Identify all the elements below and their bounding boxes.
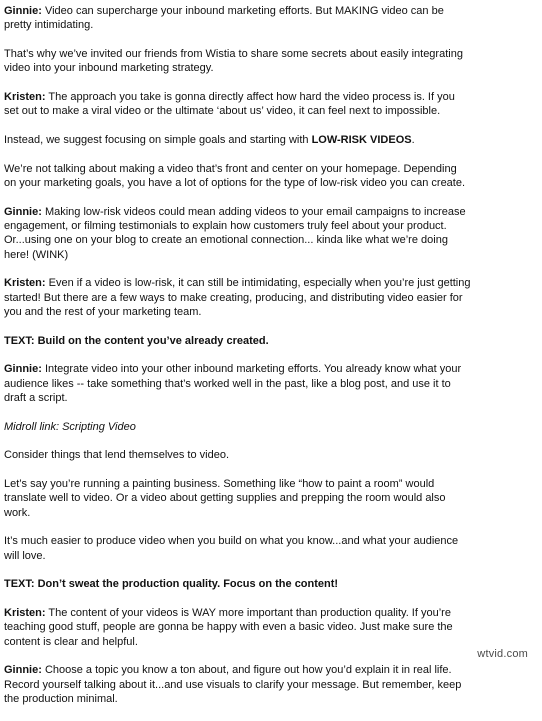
- paragraph-text: Consider things that lend themselves to video.: [4, 449, 230, 462]
- paragraph-text: We’re not talking about making a video that’s front and center on your homepage. Depending on your marketing goals, you have a lot of options for the type of low-risk video you can create.: [4, 162, 466, 189]
- paragraph-kristen-content: [4, 606, 538, 649]
- paragraph-painting-business: [4, 477, 538, 520]
- speaker-name: Ginnie:: [4, 5, 42, 17]
- emphasis-text: LOW-RISK VIDEOS: [311, 134, 412, 146]
- midroll-link-text: Midroll link: Scripting Video: [4, 420, 136, 433]
- paragraph-text: That’s why we’ve invited our friends from Wistia to share some secrets about easily integrating video into your inbound marketing strategy.: [4, 48, 463, 75]
- paragraph-low-risk: [4, 133, 538, 147]
- heading-text: TEXT: Don’t sweat the production quality. Focus on the content!: [4, 578, 339, 591]
- paragraph-text: Let’s say you’re running a painting business. Something like “how to paint a room” would translate well to video. Or a video about getting supplies and prepping the room would also work.: [4, 478, 446, 519]
- paragraph-text: Video can supercharge your inbound marketing efforts. But MAKING video can be pretty intimidating.: [4, 5, 444, 32]
- paragraph-text: It’s much easier to produce video when you build on what you know...and what your audience will love.: [4, 535, 459, 562]
- paragraph-text: Integrate video into your other inbound marketing efforts. You already know what your audience likes -- take something that’s worked well in the past, like a blog post, and use it to draft a script.: [4, 363, 462, 405]
- speaker-name: Kristen:: [4, 607, 46, 619]
- speaker-name: Ginnie:: [4, 664, 42, 677]
- paragraph-kristen-approach: [4, 90, 538, 119]
- paragraph-easier-produce: [4, 534, 538, 563]
- paragraph-text: The content of your videos is WAY more important than production quality. If you’re teaching good stuff, people are gonna be happy with even a basic video. Just make sure the content is clear and helpful.: [4, 607, 453, 648]
- paragraph-wistia-intro: [4, 47, 538, 76]
- paragraph-text: Making low-risk videos could mean adding videos to your email campaigns to increase engagement, or filming testimonials to explain how customers truly feel about your product. Or...using one on your blog to create an emotional connection... kinda like what we’re doing here! (WINK): [4, 205, 466, 261]
- speaker-name: Kristen:: [4, 91, 46, 103]
- paragraph-lend-to-video: [4, 448, 538, 462]
- section-heading-build-content: [4, 334, 538, 348]
- paragraph-text: Instead, we suggest focusing on simple goals and starting with: [4, 134, 312, 146]
- speaker-name: Kristen:: [4, 277, 46, 290]
- speaker-name: Ginnie:: [4, 205, 42, 218]
- paragraph-ginnie-low-risk: [4, 205, 538, 263]
- paragraph-text: Even if a video is low-risk, it can still be intimidating, especially when you’re just getting started! But there are a few ways to make creating, producing, and distributing video easier for you and the rest of your marketing team.: [4, 277, 471, 319]
- paragraph-text-end: .: [411, 134, 415, 146]
- paragraph-ginnie-topic: [4, 663, 538, 706]
- heading-text: TEXT: Build on the content you’ve already created.: [4, 334, 269, 347]
- paragraph-text: Choose a topic you know a ton about, and figure out how you’d explain it in real life. Record yourself talking about it...and use visuals to clarify your message. But remember, keep the production minimal.: [4, 664, 462, 706]
- script-document: [4, 4, 538, 721]
- paragraph-ginnie-intro: [4, 4, 538, 33]
- section-heading-production-quality: [4, 577, 538, 591]
- watermark: wtvid.com: [477, 648, 528, 660]
- midroll-note: [4, 420, 538, 434]
- paragraph-homepage: [4, 162, 538, 191]
- paragraph-ginnie-integrate: [4, 362, 538, 405]
- paragraph-kristen-intimidating: [4, 276, 538, 319]
- paragraph-text: The approach you take is gonna directly affect how hard the video process is. If you set out to make a viral video or the ultimate ‘about us’ video, it can feel next to impossible.: [4, 91, 455, 118]
- speaker-name: Ginnie:: [4, 363, 42, 376]
